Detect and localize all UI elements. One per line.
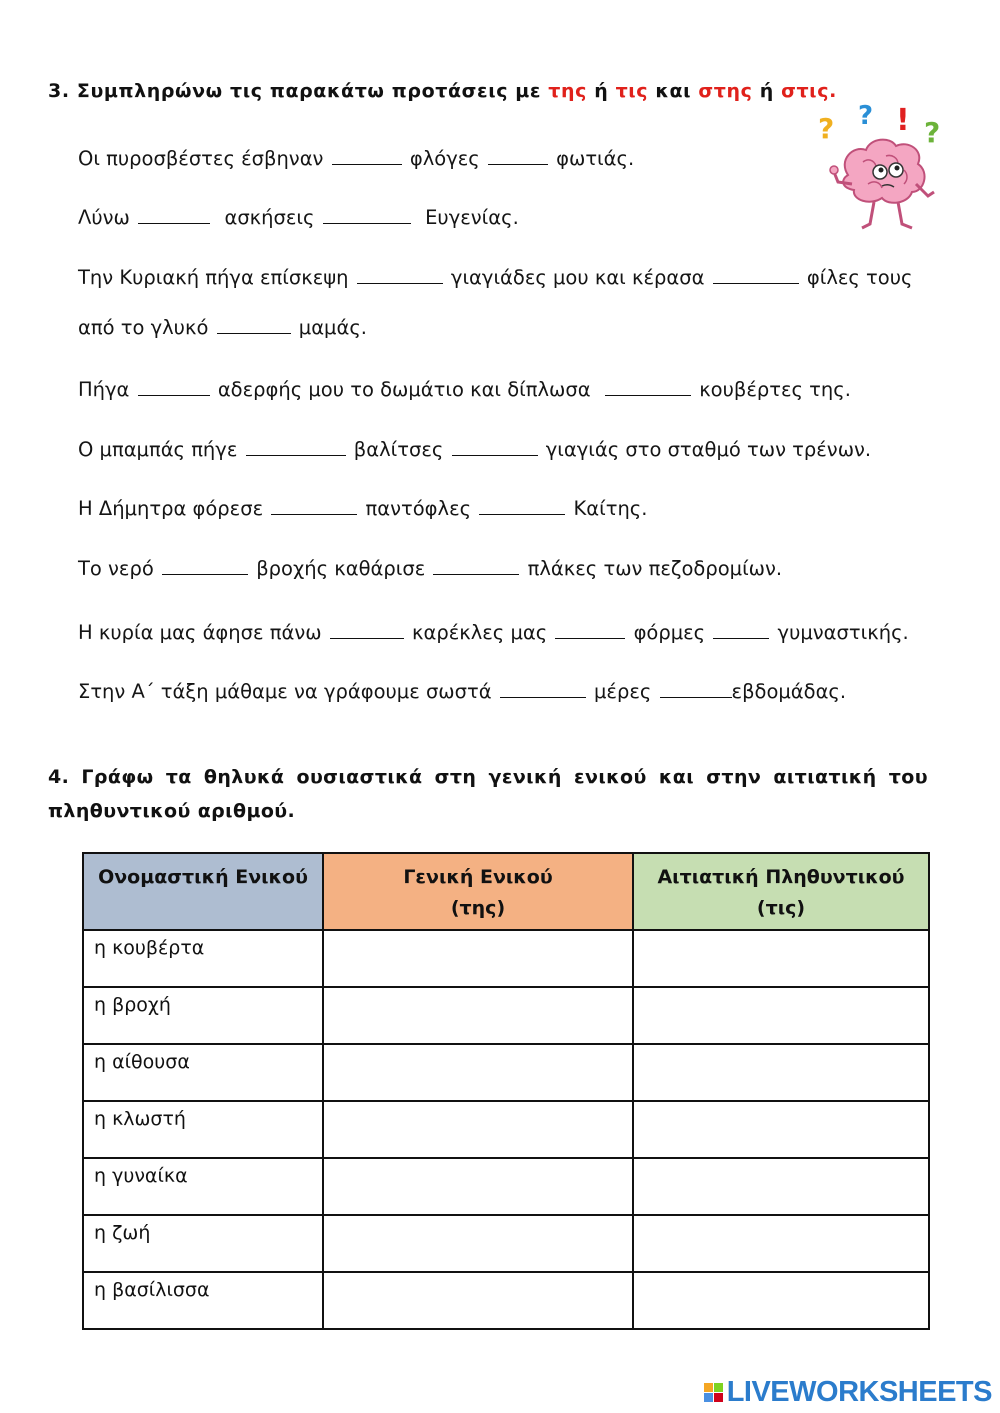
accusative-answer-cell[interactable] — [633, 930, 929, 987]
declension-table — [82, 852, 930, 1330]
fill-blank[interactable] — [452, 437, 538, 456]
table-row — [83, 1272, 929, 1329]
header-label: Γενική Ενικού — [403, 866, 553, 888]
sentence-text: φλόγες — [409, 147, 480, 170]
sentence-text: αδερφής μου το δωμάτιο και δίπλωσα — [217, 378, 591, 401]
column-header-nominative — [83, 853, 323, 930]
table-row — [83, 1215, 929, 1272]
fill-blank[interactable] — [330, 620, 404, 639]
fill-blank[interactable] — [162, 556, 248, 575]
keyword-tis-singular: της — [548, 80, 587, 102]
sentence-text: κουβέρτες της. — [699, 378, 851, 401]
accusative-answer-cell[interactable] — [633, 1044, 929, 1101]
sentence-text: φίλες τους — [806, 266, 913, 289]
sentence-text: καρέκλες μας — [411, 621, 548, 644]
sentence-text: ασκήσεις — [224, 206, 315, 229]
sentence-text: μαμάς. — [298, 316, 367, 339]
question-mark-icon: ? — [818, 112, 835, 145]
noun-cell: η κουβέρτα — [83, 930, 323, 987]
section-number: 3. — [48, 80, 70, 102]
sentence-text: Στην Α΄ τάξη μάθαμε να γράφουμε σωστά — [78, 680, 492, 703]
sentence-text: γιαγιάς στο σταθμό των τρένων. — [545, 438, 872, 461]
sentence-4 — [78, 377, 851, 401]
logo-text: LIVEWORKSHEETS — [726, 1376, 992, 1408]
header-label: Αιτιατική Πληθυντικού — [657, 866, 905, 888]
sentence-9 — [78, 679, 846, 703]
keyword-stis-plural: στις — [781, 80, 830, 102]
sentence-text: Το νερό — [78, 557, 154, 580]
sentence-7 — [78, 556, 782, 580]
fill-blank[interactable] — [217, 315, 291, 334]
header-article: (τις) — [756, 897, 806, 919]
fill-blank[interactable] — [479, 496, 565, 515]
heading-period: . — [829, 80, 837, 102]
sentence-text: παντόφλες — [365, 497, 472, 520]
header-label: Ονομαστική Ενικού — [98, 866, 308, 888]
fill-blank[interactable] — [138, 205, 210, 224]
genitive-answer-cell[interactable] — [323, 1044, 633, 1101]
fill-blank[interactable] — [433, 556, 519, 575]
table-row — [83, 987, 929, 1044]
sentence-6 — [78, 496, 647, 520]
keyword-tis-plural: τις — [615, 80, 649, 102]
heading-and: και — [655, 80, 692, 102]
table-header-row — [83, 853, 929, 930]
noun-cell: η κλωστή — [83, 1101, 323, 1158]
table-row — [83, 930, 929, 987]
sentence-1 — [78, 146, 634, 170]
genitive-answer-cell[interactable] — [323, 1215, 633, 1272]
noun-cell: η γυναίκα — [83, 1158, 323, 1215]
column-header-accusative-plural — [633, 853, 929, 930]
sentence-8 — [78, 620, 909, 644]
sentence-text: Την Κυριακή πήγα επίσκεψη — [78, 266, 349, 289]
accusative-answer-cell[interactable] — [633, 1272, 929, 1329]
section-3-heading — [48, 80, 837, 102]
heading-text: Συμπληρώνω τις παρακάτω προτάσεις με — [76, 80, 542, 102]
sentence-3-continued — [78, 315, 367, 339]
sentence-text: φόρμες — [633, 621, 706, 644]
accusative-answer-cell[interactable] — [633, 1101, 929, 1158]
sentence-text: Η κυρία μας άφησε πάνω — [78, 621, 322, 644]
sentence-2 — [78, 205, 519, 229]
genitive-answer-cell[interactable] — [323, 987, 633, 1044]
sentence-text: από το γλυκό — [78, 316, 209, 339]
fill-blank[interactable] — [323, 205, 411, 224]
sentence-text: Πήγα — [78, 378, 130, 401]
noun-cell: η ζωή — [83, 1215, 323, 1272]
question-mark-icon: ? — [924, 116, 941, 149]
fill-blank[interactable] — [357, 265, 443, 284]
fill-blank[interactable] — [555, 620, 625, 639]
noun-cell: η βασίλισσα — [83, 1272, 323, 1329]
column-header-genitive — [323, 853, 633, 930]
fill-blank[interactable] — [488, 146, 548, 165]
sentence-text: Ευγενίας. — [425, 206, 519, 229]
fill-blank[interactable] — [500, 679, 586, 698]
fill-blank[interactable] — [332, 146, 402, 165]
sentence-text: Λύνω — [78, 206, 130, 229]
noun-cell: η αίθουσα — [83, 1044, 323, 1101]
fill-blank[interactable] — [660, 679, 732, 698]
fill-blank[interactable] — [605, 377, 691, 396]
question-mark-icon: ? — [858, 101, 874, 131]
sentence-text: γυμναστικής. — [777, 621, 909, 644]
fill-blank[interactable] — [713, 265, 799, 284]
header-article: (της) — [450, 897, 506, 919]
fill-blank[interactable] — [246, 437, 346, 456]
sentence-5 — [78, 437, 871, 461]
logo-squares-icon — [704, 1383, 723, 1402]
heading-or: ή — [759, 80, 774, 102]
sentence-text: Η Δήμητρα φόρεσε — [78, 497, 264, 520]
accusative-answer-cell[interactable] — [633, 1215, 929, 1272]
fill-blank[interactable] — [138, 377, 210, 396]
section-4-heading: 4. Γράφω τα θηλυκά ουσιαστικά στη γενική ενικού και στην αιτιατική του πληθυντικού αριθμού. — [48, 766, 928, 822]
sentence-text: Οι πυροσβέστες έσβηναν — [78, 147, 324, 170]
table-row — [83, 1158, 929, 1215]
liveworksheets-logo[interactable] — [704, 1376, 992, 1409]
genitive-answer-cell[interactable] — [323, 930, 633, 987]
sentence-text: πλάκες των πεζοδρομίων. — [527, 557, 783, 580]
sentence-text: γιαγιάδες μου και κέρασα — [450, 266, 705, 289]
sentence-text: Ο μπαμπάς πήγε — [78, 438, 238, 461]
sentence-3 — [78, 265, 912, 289]
exclamation-icon: ! — [896, 103, 910, 138]
genitive-answer-cell[interactable] — [323, 1101, 633, 1158]
sentence-text: μέρες — [594, 680, 652, 703]
genitive-answer-cell[interactable] — [323, 1272, 633, 1329]
accusative-answer-cell[interactable] — [633, 1158, 929, 1215]
table-row — [83, 1101, 929, 1158]
accusative-answer-cell[interactable] — [633, 987, 929, 1044]
brain-character-icon — [830, 140, 934, 228]
sentence-text: βροχής καθάρισε — [256, 557, 426, 580]
noun-cell: η βροχή — [83, 987, 323, 1044]
table-row — [83, 1044, 929, 1101]
genitive-answer-cell[interactable] — [323, 1158, 633, 1215]
fill-blank[interactable] — [271, 496, 357, 515]
sentence-text: βαλίτσες — [353, 438, 444, 461]
confused-brain-illustration — [808, 100, 958, 240]
sentence-text: Καίτης. — [573, 497, 648, 520]
heading-or: ή — [594, 80, 609, 102]
sentence-text: εβδομάδας. — [731, 680, 847, 703]
keyword-stis-singular: στης — [698, 80, 753, 102]
fill-blank[interactable] — [713, 620, 769, 639]
sentence-text: φωτιάς. — [556, 147, 635, 170]
